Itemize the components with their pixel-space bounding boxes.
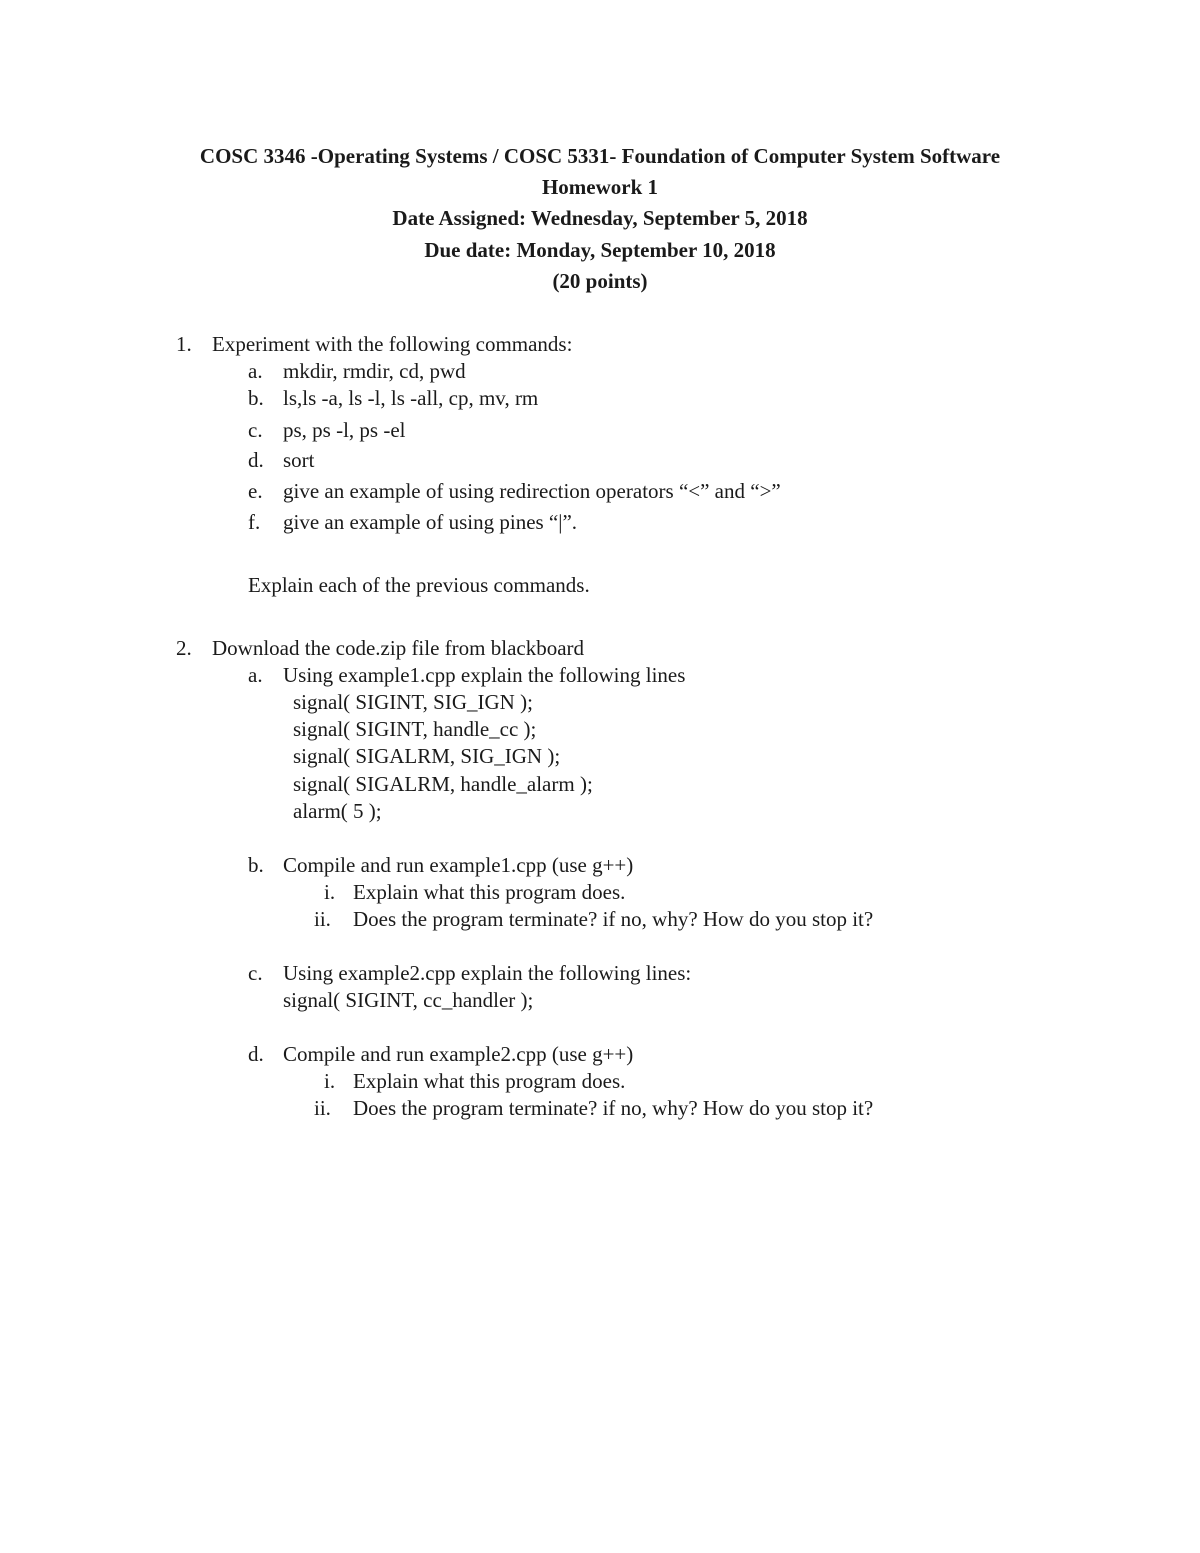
due-date: Due date: Monday, September 10, 2018 [424, 238, 776, 262]
points: (20 points) [552, 269, 648, 293]
q2d-sub-mark: i. [324, 1069, 336, 1093]
q1-item-mark: a. [248, 359, 263, 383]
q1-number: 1. [176, 332, 192, 356]
code-line: signal( SIGINT, SIG_IGN ); [293, 690, 533, 714]
q2c-text: Using example2.cpp explain the following lines: [283, 961, 692, 985]
q1-item-text: ls,ls -a, ls -l, ls -all, cp, mv, rm [283, 386, 539, 410]
q1-item-mark: d. [248, 448, 264, 472]
q1-text: Experiment with the following commands: [212, 332, 573, 356]
q1-item-text: mkdir, rmdir, cd, pwd [283, 359, 466, 383]
q1-item-text: sort [283, 448, 315, 472]
q2d-text: Compile and run example2.cpp (use g++) [283, 1042, 634, 1066]
q1-item-text: give an example of using redirection operators “<” and “>” [283, 479, 781, 503]
q2b-sub-text: Explain what this program does. [353, 880, 626, 904]
q2d-sub-mark: ii. [314, 1096, 331, 1120]
q2d-mark: d. [248, 1042, 264, 1066]
q1-item-text: give an example of using pines “|”. [283, 510, 578, 534]
q1-item-text: ps, ps -l, ps -el [283, 418, 406, 442]
q2b-sub-text: Does the program terminate? if no, why? How do you stop it? [353, 907, 874, 931]
q1-item-mark: f. [248, 510, 261, 534]
q2b-sub-mark: ii. [314, 907, 331, 931]
q2d-sub-text: Does the program terminate? if no, why? How do you stop it? [353, 1096, 874, 1120]
q2b-text: Compile and run example1.cpp (use g++) [283, 853, 634, 877]
code-line: alarm( 5 ); [293, 799, 382, 823]
code-line: signal( SIGALRM, handle_alarm ); [293, 772, 593, 796]
q2d-sub-text: Explain what this program does. [353, 1069, 626, 1093]
code-line: signal( SIGALRM, SIG_IGN ); [293, 744, 561, 768]
code-line: signal( SIGINT, handle_cc ); [293, 717, 537, 741]
course-title: COSC 3346 -Operating Systems / COSC 5331- Foundation of Computer System Software [199, 144, 1001, 168]
q2a-mark: a. [248, 663, 263, 687]
q1-explain: Explain each of the previous commands. [248, 573, 590, 597]
q1-item-mark: c. [248, 418, 263, 442]
code-line: signal( SIGINT, cc_handler ); [283, 988, 534, 1012]
date-assigned: Date Assigned: Wednesday, September 5, 2018 [392, 206, 808, 230]
q2b-sub-mark: i. [324, 880, 336, 904]
homework-title: Homework 1 [541, 175, 659, 199]
q2-text: Download the code.zip file from blackboard [212, 636, 585, 660]
q2a-text: Using example1.cpp explain the following lines [283, 663, 686, 687]
q2-number: 2. [176, 636, 192, 660]
q2b-mark: b. [248, 853, 264, 877]
q2c-mark: c. [248, 961, 263, 985]
q1-item-mark: b. [248, 386, 264, 410]
q1-item-mark: e. [248, 479, 263, 503]
